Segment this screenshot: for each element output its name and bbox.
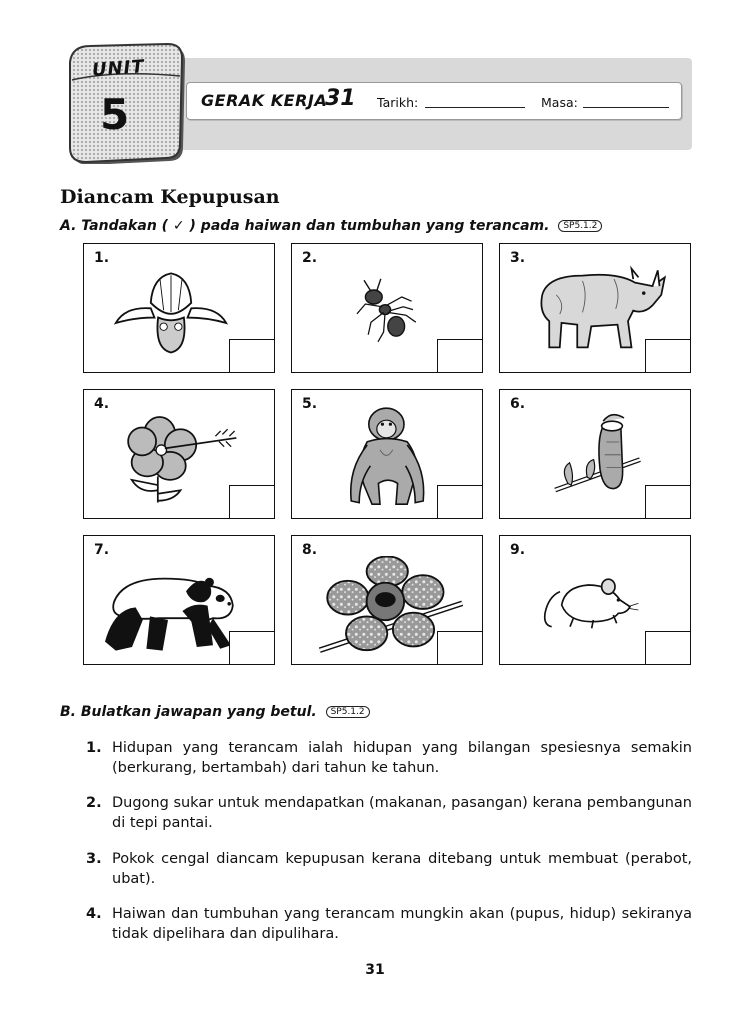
- page-title: Diancam Kepupusan: [60, 186, 280, 208]
- item-number: 3.: [510, 250, 526, 266]
- tarikh-label: Tarikh:: [377, 95, 419, 110]
- question-text: Haiwan dan tumbuhan yang terancam mungkin akan (pupus, hidup) sekiranya tidak dipelihara dan dipulihara.: [112, 906, 692, 942]
- item-card-rafflesia: [291, 535, 483, 665]
- item-card-ant: [291, 243, 483, 373]
- orangutan-icon: [340, 396, 436, 518]
- item-number: 6.: [510, 396, 526, 412]
- item-card-hibiscus: [83, 389, 275, 519]
- activity-header: [186, 82, 682, 120]
- item-number: 9.: [510, 542, 526, 558]
- sp-badge: SP5.1.2: [558, 220, 602, 232]
- section-b-instruction-text: B. Bulatkan jawapan yang betul.: [60, 704, 317, 720]
- item-card-pitcher-plant: [499, 389, 691, 519]
- tick-box[interactable]: [645, 631, 691, 665]
- tick-box[interactable]: [229, 631, 275, 665]
- gerak-kerja-number: 31: [325, 86, 356, 111]
- tick-box[interactable]: [645, 485, 691, 519]
- sp-badge: SP5.1.2: [326, 706, 370, 718]
- tick-box[interactable]: [437, 631, 483, 665]
- masa-field[interactable]: [583, 107, 669, 108]
- question-text: Hidupan yang terancam ialah hidupan yang bilangan spesiesnya semakin (berkurang, bertambah) dari tahun ke tahun.: [112, 740, 692, 776]
- question-number: 3.: [86, 851, 102, 867]
- section-b-instruction: [60, 704, 370, 720]
- question-number: 2.: [86, 795, 102, 811]
- pitcher-plant-icon: [552, 408, 648, 500]
- tick-box[interactable]: [437, 339, 483, 373]
- tick-box[interactable]: [229, 485, 275, 519]
- item-card-orchid: [83, 243, 275, 373]
- ant-icon: [350, 276, 420, 346]
- mouse-icon: [540, 566, 640, 634]
- item-card-orangutan: [291, 389, 483, 519]
- item-number: 7.: [94, 542, 110, 558]
- question-number: 4.: [86, 906, 102, 922]
- section-a-instruction: [60, 218, 602, 234]
- panda-icon: [94, 566, 242, 656]
- item-number: 5.: [302, 396, 318, 412]
- question-number: 1.: [86, 740, 102, 756]
- item-number: 1.: [94, 250, 110, 266]
- tick-box[interactable]: [645, 339, 691, 373]
- tick-box[interactable]: [437, 485, 483, 519]
- tick-box[interactable]: [229, 339, 275, 373]
- tarikh-field[interactable]: [425, 107, 525, 108]
- masa-label: Masa:: [541, 95, 578, 110]
- orchid-icon: [106, 266, 236, 358]
- item-card-rhinoceros: [499, 243, 691, 373]
- item-number: 8.: [302, 542, 318, 558]
- item-number: 2.: [302, 250, 318, 266]
- question-text: Pokok cengal diancam kepupusan kerana ditebang untuk membuat (perabot, ubat).: [112, 851, 692, 887]
- question-text: Dugong sukar untuk mendapatkan (makanan, pasangan) kerana pembangunan di tepi pantai.: [112, 795, 692, 831]
- page-number: 31: [365, 962, 385, 978]
- section-a-instruction-text: A. Tandakan ( ✓ ) pada haiwan dan tumbuhan yang terancam.: [60, 218, 550, 234]
- item-card-panda: [83, 535, 275, 665]
- unit-label: UNIT: [91, 56, 146, 81]
- gerak-kerja-label: GERAK KERJA: [201, 91, 328, 110]
- item-number: 4.: [94, 396, 110, 412]
- unit-number: 5: [100, 90, 130, 139]
- item-card-mouse: [499, 535, 691, 665]
